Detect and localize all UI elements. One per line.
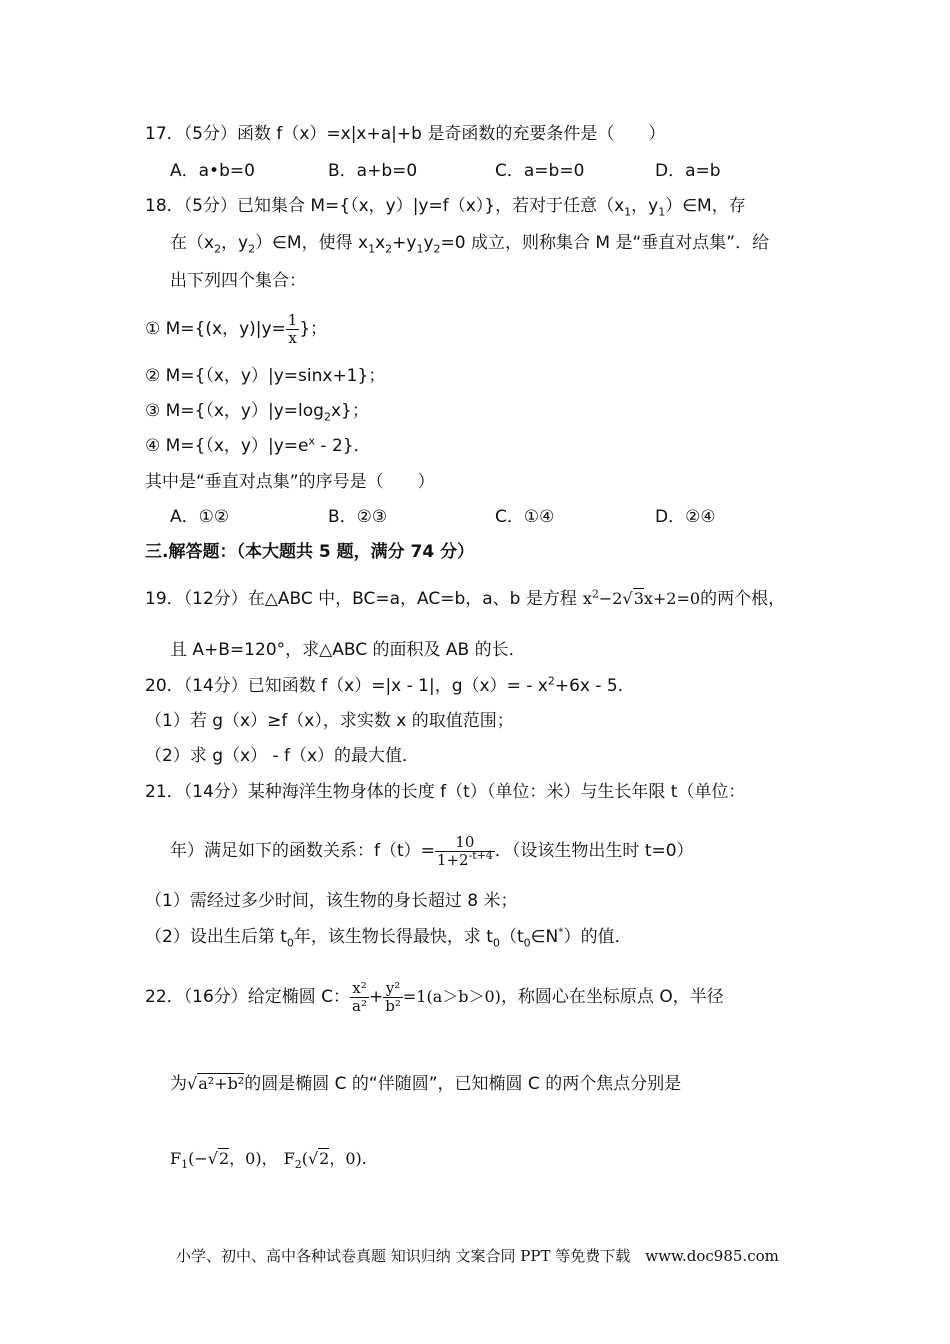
section-heading: 三.解答题：（本大题共 5 题，满分 74 分） [145, 542, 475, 562]
q20-part-2: （2）求 g（x） - f（x）的最大值． [145, 746, 420, 766]
q17-stem: 17．（5分）函数 f（x）=x|x+a|+b 是奇函数的充要条件是（ ） [145, 124, 666, 144]
q21-line-1: 21．（14分）某种海洋生物身体的长度 f（t）（单位：米）与生长年限 t（单位： [145, 782, 746, 802]
q22-foci: $F_1(-√2$，0)， $F_2(√2$，0). [170, 1149, 367, 1172]
q18-set-3: ③ M={（x，$y)|y=\log_2x$}； [145, 401, 369, 424]
q18-option-a: A．①② [170, 507, 230, 527]
q17-option-b: B．a+b=0 [328, 161, 418, 181]
q17-option-c: C．a=b=0 [495, 161, 585, 181]
q18-line-1: 18．（5分）已知集合 M={（x，y）|y=f（x）}，若对于任意（$x_1$，$y_1)\in M$，存 [145, 196, 746, 219]
q22-fraction-y: $\frac{\text{y²}}{\text{b²}}$ [385, 979, 401, 1015]
q22-radical: √a²+b² [187, 1074, 245, 1093]
q21-fraction: $\frac{10}{1+2^{-t+4}}$ [436, 833, 493, 869]
q18-set-4: ④ M={（x，$y)|y=e^x - 2$}． [145, 434, 371, 456]
page-footer: 小学、初中、高中各种试卷真题 知识归纳 文案合同 PPT 等免费下载 www.doc985.com [176, 1247, 779, 1265]
q18-line-2: 在（$x_2$，$y_2)\in M$，使得 $x_1x_2+y_1y_2=0$ 成立，则称集合 M 是“垂直对点集”．给 [170, 233, 770, 256]
q22-fraction-x: $\frac{\text{x²}}{\text{a²}}$ [352, 979, 368, 1015]
q22-line-1: 22．（16分）给定椭圆 C： $\frac{\text{x²}}{\text{a²}}$ + $\frac{\text{y²}}{\text{b²}}$ =1(a＞b＞0)，称圆心在坐标原点 O，半径 [145, 979, 724, 1015]
q18-line-3: 出下列四个集合： [170, 271, 306, 291]
q18-set-2: ② M={（x，y）|y=sinx+1}； [145, 366, 386, 386]
q19-line-2: 且 A+B=120°，求△ABC 的面积及 AB 的长． [170, 640, 526, 660]
q17-option-d: D．a=b [655, 161, 721, 181]
q20-line-1: 20．（14分）已知函数 f（x）=|x - 1|，$g(x)= - x^2+6x - 5$． [145, 674, 635, 696]
q18-option-b: B．②③ [328, 507, 388, 527]
q19-equation: $x^2-2√3x+2=0$ [582, 587, 701, 608]
q17-option-a: A．a•b=0 [170, 161, 255, 181]
q18-set-1-fraction: $\frac{1}{x}$ [287, 311, 298, 347]
q18-set-1: ① M={(x，y)|y= $\frac{1}{x}$ }； [145, 311, 328, 347]
q19-line-1: 19．（12分）在△ABC 中，BC=a，AC=b，a、b 是方程 $x^2-2√3x+2=0$的两个根， [145, 587, 786, 609]
q21-part-1: （1）需经过多少时间，该生物的身长超过 8 米； [145, 891, 518, 911]
q20-part-1: （1）若 g（x）≥f（x），求实数 x 的取值范围； [145, 711, 514, 731]
q18-question: 其中是“垂直对点集”的序号是（ ） [145, 472, 435, 492]
q22-line-2: 为√a²+b²的圆是椭圆 C 的“伴随圆”，已知椭圆 C 的两个焦点分别是 [170, 1074, 682, 1094]
q21-line-2: 年）满足如下的函数关系：f（t）= $\frac{10}{1+2^{-t+4}}$ ．（设该生物出生时 t=0） [170, 833, 694, 869]
q18-option-c: C．①④ [495, 507, 555, 527]
q18-option-d: D．②④ [655, 507, 716, 527]
q21-part-2: （2）设出生后第 $t_0$年，该生物长得最快，求 $t_0(t_0\in N^*)$的值． [145, 925, 632, 950]
